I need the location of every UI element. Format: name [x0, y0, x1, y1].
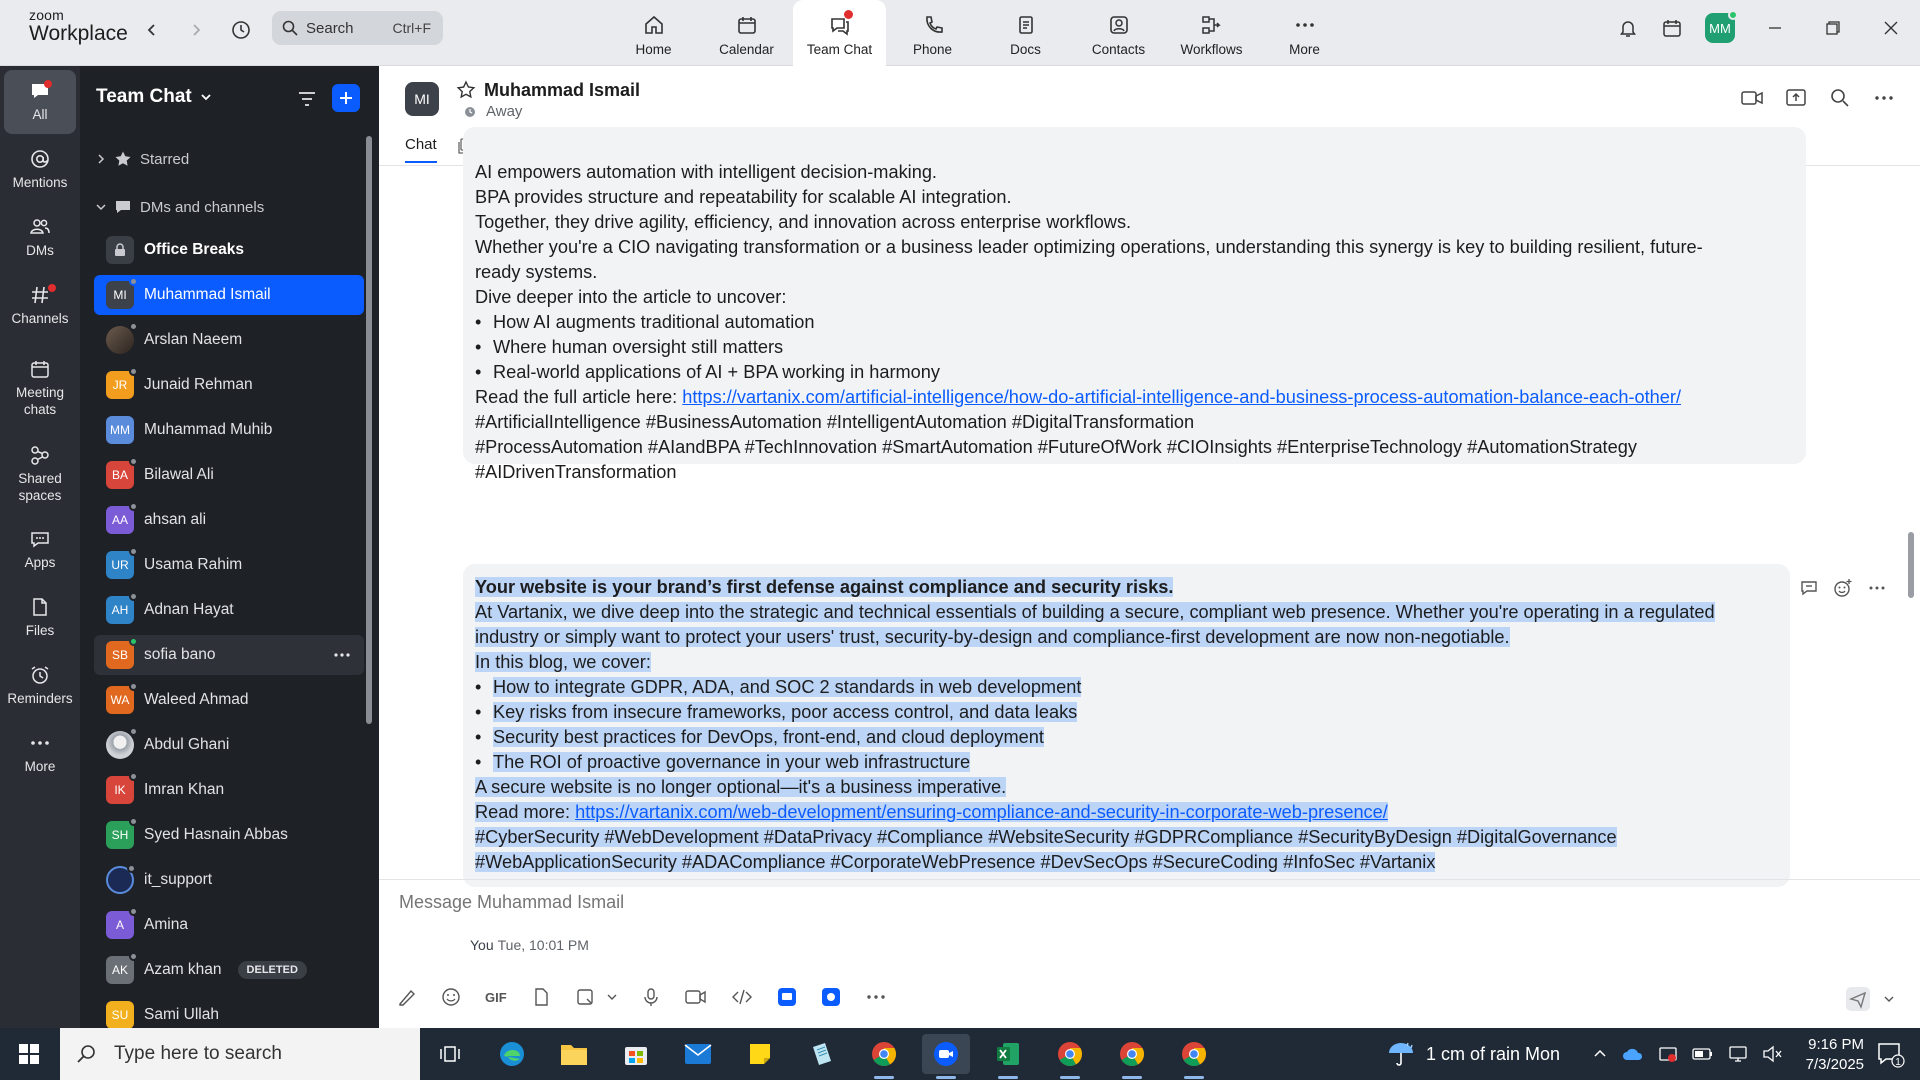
- notification-center-icon[interactable]: [1876, 1040, 1904, 1068]
- nav-workflows[interactable]: Workflows: [1165, 0, 1258, 66]
- nav-contacts[interactable]: Contacts: [1072, 0, 1165, 66]
- rain-umbrella-icon: [1386, 1039, 1416, 1069]
- file-icon: [29, 596, 51, 618]
- avatar: BA: [106, 461, 134, 489]
- sidebar-title[interactable]: Team Chat: [96, 86, 212, 108]
- contact-name[interactable]: Muhammad Ismail: [484, 80, 641, 100]
- file-explorer-icon[interactable]: [550, 1034, 598, 1074]
- notepad-icon[interactable]: [798, 1034, 846, 1074]
- chevron-down-icon[interactable]: [607, 992, 617, 1002]
- gif-button[interactable]: GIF: [485, 989, 507, 1005]
- calendar-icon: [736, 14, 758, 36]
- unread-dot: [48, 284, 56, 292]
- avatar: IK: [106, 776, 134, 804]
- search-icon: [76, 1043, 98, 1065]
- chevron-right-icon: [96, 154, 106, 164]
- rail-apps[interactable]: Apps: [4, 518, 76, 582]
- message-actions: [1799, 578, 1887, 598]
- sidebar-item-abdul-ghani[interactable]: Abdul Ghani: [94, 725, 364, 765]
- code-snippet-icon[interactable]: [731, 987, 753, 1007]
- avatar: AH: [106, 596, 134, 624]
- task-view-icon[interactable]: [426, 1034, 474, 1074]
- security-icon[interactable]: [1658, 1045, 1678, 1063]
- mail-icon[interactable]: [674, 1034, 722, 1074]
- search-bar[interactable]: [272, 11, 443, 45]
- battery-icon[interactable]: [1692, 1047, 1714, 1061]
- sidebar-item-ahsan-ali[interactable]: AA ahsan ali: [94, 500, 364, 540]
- back-arrow-icon[interactable]: [140, 18, 164, 42]
- more-dots-icon: [29, 732, 51, 754]
- chrome-browser-icon[interactable]: [1170, 1034, 1218, 1074]
- nav-docs[interactable]: Docs: [979, 0, 1072, 66]
- section-starred[interactable]: Starred: [96, 150, 189, 168]
- alarm-clock-icon: [29, 664, 51, 686]
- avatar: [106, 731, 134, 759]
- tab-chat[interactable]: Chat: [405, 136, 437, 163]
- message-list: [379, 162, 1920, 953]
- message-text: Your website is your brand’s first defense against compliance and security risks. At Vartanix, we dive deep into the strategic and technical essentials of building a secure, compliant web presence. Whether you're operating in a regulated industry or simply want to protect your users' trust, security-by-design and compliance-first development are now non-negotiable. In this blog, we cover: • How to integrate GDPR, ADA, and SOC 2 standards in web development • Key risks from insecure frameworks, poor access control, and data leaks • Security best practices for DevOps, front-end, and cloud deployment • The ROI of proactive governance in your web infrastructure A secure website is no longer optional—it's a business imperative. Read more: https://vartanix.com/web-development/ensuring-compliance-and-security-in-corporate-web-presence/ #CyberSecurity #WebDevelopment #DataPrivacy #Compliance #WebsiteSecurity #GDPRCompliance #SecurityByDesign #DigitalGovernance #WebApplicationSecurity #ADACompliance #CorporateWebPresence #DevSecOps #SecureCoding #InfoSec #Vartanix: [475, 575, 1715, 875]
- sidebar-item-bilawal-ali[interactable]: BA Bilawal Ali: [94, 455, 364, 495]
- more-dots-icon[interactable]: [865, 987, 887, 1007]
- deleted-badge: DELETED: [238, 961, 307, 979]
- nav-home[interactable]: Home: [607, 0, 700, 66]
- avatar: JR: [106, 371, 134, 399]
- plus-icon: [339, 91, 353, 105]
- sidebar-item-it-support[interactable]: it_support: [94, 860, 364, 900]
- attach-file-icon[interactable]: [531, 987, 551, 1007]
- sidebar-item-sami-ullah[interactable]: SU Sami Ullah: [94, 995, 364, 1035]
- rail-shared-spaces[interactable]: Shared spaces: [4, 436, 76, 512]
- sidebar-item-azam-khan[interactable]: AK Azam khan DELETED: [94, 950, 364, 990]
- left-rail: [0, 66, 80, 1028]
- screenshot-icon[interactable]: [575, 987, 595, 1007]
- add-reaction-icon[interactable]: [1833, 578, 1853, 598]
- chevron-down-icon: [96, 202, 106, 212]
- sidebar-item-waleed-ahmad[interactable]: WA Waleed Ahmad: [94, 680, 364, 720]
- onedrive-icon[interactable]: [1622, 1046, 1644, 1062]
- rail-all[interactable]: All: [4, 70, 76, 134]
- chrome-browser-icon[interactable]: [1046, 1034, 1094, 1074]
- nav-phone[interactable]: Phone: [886, 0, 979, 66]
- search-label: Search: [306, 19, 354, 37]
- video-call-icon[interactable]: [1740, 86, 1764, 110]
- chat-panel: [379, 66, 1920, 1028]
- shared-spaces-icon: [29, 444, 51, 466]
- more-options-icon[interactable]: [332, 645, 352, 665]
- star-icon: [114, 150, 132, 168]
- sidebar-item-usama-rahim[interactable]: UR Usama Rahim: [94, 545, 364, 585]
- star-icon[interactable]: [456, 80, 476, 100]
- reply-icon[interactable]: [1799, 578, 1819, 598]
- people-icon: [29, 216, 51, 238]
- minimize-icon[interactable]: [1746, 0, 1804, 56]
- avatar: SH: [106, 821, 134, 849]
- taskbar-search[interactable]: Type here to search: [60, 1028, 420, 1080]
- chat-bubble-icon: [114, 198, 132, 216]
- avatar: WA: [106, 686, 134, 714]
- chrome-browser-icon[interactable]: [860, 1034, 908, 1074]
- avatar: [106, 866, 134, 894]
- app-icon[interactable]: [777, 987, 797, 1007]
- video-message-icon[interactable]: [685, 987, 707, 1007]
- avatar: MM: [106, 416, 134, 444]
- chevron-up-icon[interactable]: [1592, 1046, 1608, 1062]
- excel-icon[interactable]: [984, 1034, 1032, 1074]
- system-tray: [1592, 1028, 1782, 1080]
- sidebar-item-amina[interactable]: A Amina: [94, 905, 364, 945]
- format-text-icon[interactable]: [397, 987, 417, 1007]
- network-icon[interactable]: [1728, 1045, 1748, 1063]
- nav-team-chat[interactable]: Team Chat: [793, 0, 886, 66]
- online-status-dot: [1728, 10, 1738, 20]
- message-text: AI empowers automation with intelligent decision-making. BPA provides structure and repeatability for scalable AI integration. Together, they drive agility, efficiency, and innovation across enterprise workflows. Whether you're a CIO navigating transformation or a business leader optimizing operations, understanding this synergy is key to building resilient, future- ready systems. Dive deeper into the article to uncover: • How AI augments traditional automation • Where human oversight still matters • Real-world applications of AI + BPA working in harmony Read the full article here: https://vartanix.com/artificial-intelligence/how-do-artificial-intelligence-and-business-process-automation-balance-each-other/ #ArtificialIntelligence #BusinessAutomation #IntelligentAutomation #DigitalTransformation #ProcessAutomation #AIandBPA #TechInnovation #SmartAutomation #FutureOfWork #CIOInsights #EnterpriseTechnology #AutomationStrategy #AIDrivenTransformation: [475, 160, 1703, 485]
- blog-link[interactable]: https://vartanix.com/web-development/ensuring-compliance-and-security-in-corporate-web-presence/: [575, 802, 1388, 822]
- edge-browser-icon[interactable]: [488, 1034, 536, 1074]
- sidebar-scrollbar[interactable]: [366, 136, 372, 724]
- top-right-controls: [1606, 0, 1920, 56]
- search-icon[interactable]: [1828, 86, 1852, 110]
- filter-icon[interactable]: [296, 88, 318, 110]
- zoom-app-icon[interactable]: [922, 1034, 970, 1074]
- rail-meeting-chats[interactable]: Meeting chats: [4, 350, 76, 426]
- avatar: AA: [106, 506, 134, 534]
- unread-dot: [844, 10, 853, 19]
- sidebar-item-syed-hasnain-abbas[interactable]: SH Syed Hasnain Abbas: [94, 815, 364, 855]
- chat-scrollbar[interactable]: [1908, 532, 1914, 598]
- search-shortcut: Ctrl+F: [392, 20, 431, 36]
- main-nav: [607, 0, 1351, 66]
- rail-channels[interactable]: Channels: [4, 274, 76, 338]
- article-link[interactable]: https://vartanix.com/artificial-intelligence/how-do-artificial-intelligence-and-business-process-automation-balance-each-other/: [682, 387, 1682, 407]
- rail-mentions[interactable]: Mentions: [4, 138, 76, 202]
- avatar: MI: [106, 281, 134, 309]
- sidebar-item-muhammad-muhib[interactable]: MM Muhammad Muhib: [94, 410, 364, 450]
- close-icon[interactable]: [1862, 0, 1920, 56]
- meeting-calendar-icon: [29, 358, 51, 380]
- contacts-icon: [1108, 14, 1130, 36]
- zoom-workplace-logo: zoom Workplace: [29, 7, 128, 45]
- avatar: SU: [106, 1001, 134, 1029]
- microphone-icon[interactable]: [641, 987, 661, 1007]
- more-options-icon[interactable]: [1872, 86, 1896, 110]
- sticky-notes-icon[interactable]: [736, 1034, 784, 1074]
- composer-toolbar: [397, 987, 887, 1007]
- phone-icon: [922, 14, 944, 36]
- sidebar-item-imran-khan[interactable]: IK Imran Khan: [94, 770, 364, 810]
- nav-calendar[interactable]: Calendar: [700, 0, 793, 66]
- unread-dot: [44, 80, 52, 88]
- search-icon: [282, 20, 298, 36]
- notifications-bell-icon[interactable]: [1606, 0, 1650, 56]
- windows-start-icon[interactable]: [0, 1028, 58, 1080]
- message-timestamp: You Tue, 10:01 PM: [470, 937, 589, 953]
- app-icon[interactable]: [821, 987, 841, 1007]
- history-icon[interactable]: [229, 18, 253, 42]
- forward-arrow-icon[interactable]: [184, 18, 208, 42]
- rail-reminders[interactable]: Reminders: [4, 654, 76, 718]
- contact-avatar[interactable]: MI: [405, 82, 439, 116]
- rail-files[interactable]: Files: [4, 586, 76, 650]
- at-mention-icon: [29, 148, 51, 170]
- windows-taskbar: [0, 1028, 1920, 1080]
- emoji-icon[interactable]: [441, 987, 461, 1007]
- microsoft-store-icon[interactable]: [612, 1034, 660, 1074]
- sidebar-item-adnan-hayat[interactable]: AH Adnan Hayat: [94, 590, 364, 630]
- send-controls: [1846, 987, 1894, 1011]
- section-dms-channels[interactable]: DMs and channels: [96, 198, 264, 216]
- sidebar-item-junaid-rehman[interactable]: JR Junaid Rehman: [94, 365, 364, 405]
- chat-sidebar: [80, 66, 379, 1028]
- lock-icon: [106, 236, 134, 264]
- new-chat-button[interactable]: [332, 84, 360, 112]
- avatar: AK: [106, 956, 134, 984]
- chevron-down-icon: [200, 91, 212, 103]
- chevron-down-icon[interactable]: [1884, 994, 1894, 1004]
- restore-icon[interactable]: [1804, 0, 1862, 56]
- avatar: SB: [106, 641, 134, 669]
- avatar: [106, 326, 134, 354]
- chrome-browser-icon[interactable]: [1108, 1034, 1156, 1074]
- message-input[interactable]: [399, 892, 1599, 913]
- header-tools: [1740, 86, 1896, 110]
- away-status-icon: [464, 106, 476, 118]
- contact-status: Away: [464, 103, 522, 120]
- weather-widget[interactable]: 1 cm of rain Mon: [1386, 1028, 1560, 1080]
- calendar-shortcut-icon[interactable]: [1650, 0, 1694, 56]
- docs-icon: [1015, 14, 1037, 36]
- sidebar-item-sofia-bano[interactable]: SB sofia bano: [94, 635, 364, 675]
- share-screen-icon[interactable]: [1784, 86, 1808, 110]
- rail-more[interactable]: More: [4, 722, 76, 786]
- avatar: A: [106, 911, 134, 939]
- nav-more[interactable]: More: [1258, 0, 1351, 66]
- message-composer: [379, 879, 1920, 1028]
- taskbar-clock[interactable]: 9:16 PM 7/3/2025: [1805, 1036, 1864, 1073]
- avatar: UR: [106, 551, 134, 579]
- profile-avatar[interactable]: MM: [1694, 0, 1746, 56]
- send-icon[interactable]: [1846, 987, 1870, 1011]
- svg-text:1: 1: [1895, 1057, 1901, 1068]
- sidebar-item-office-breaks[interactable]: Office Breaks: [94, 230, 364, 270]
- more-options-icon[interactable]: [1867, 578, 1887, 598]
- rail-dms[interactable]: DMs: [4, 206, 76, 270]
- sidebar-item-arslan-naeem[interactable]: Arslan Naeem: [94, 320, 364, 360]
- home-icon: [643, 14, 665, 36]
- more-dots-icon: [1294, 14, 1316, 36]
- apps-icon: [29, 528, 51, 550]
- sidebar-item-muhammad-ismail[interactable]: MI Muhammad Ismail: [94, 275, 364, 315]
- top-bar: [0, 0, 1920, 66]
- workflows-icon: [1201, 14, 1223, 36]
